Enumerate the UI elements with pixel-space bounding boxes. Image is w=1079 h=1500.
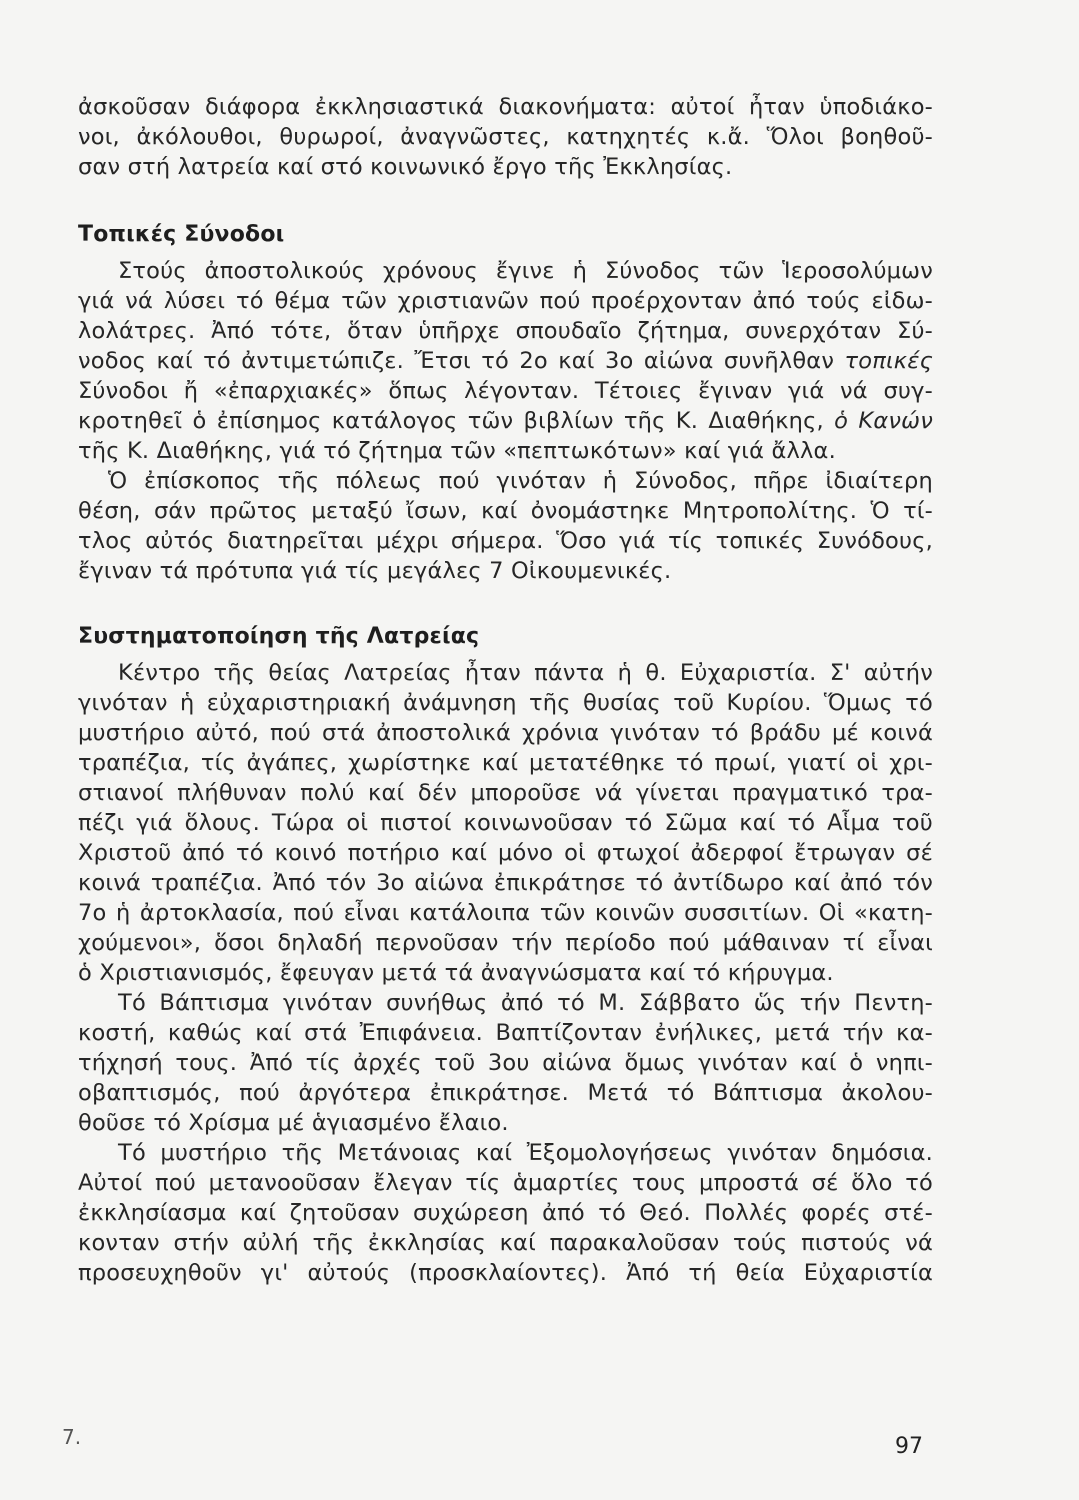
text-line: Χριστοῦ ἀπό τό κοινό ποτήριο καί μόνο οἱ φτωχοί ἀδερφοί ἔτρωγαν σέ bbox=[78, 840, 933, 866]
section-heading: Συστηματοποίηση τῆς Λατρείας bbox=[78, 624, 480, 649]
text-line bbox=[78, 406, 933, 436]
section-heading: Τοπικές Σύνοδοι bbox=[78, 222, 285, 247]
text-line: στιανοί πλήθυναν πολύ καί δέν μποροῦσε νά γίνεται πραγματικό τρα- bbox=[78, 780, 933, 806]
page-number: 97 bbox=[895, 1434, 923, 1459]
text-line bbox=[78, 346, 933, 376]
page-body bbox=[78, 92, 933, 1288]
text-line: χούμενοι», ὅσοι δηλαδή περνοῦσαν τήν περίοδο πού μάθαιναν τί εἶναι bbox=[78, 930, 933, 956]
text-span: νοδος καί τό ἀντιμετώπιζε. Ἔτσι τό 2ο καί 3ο αἰώνα συνῆλθαν bbox=[78, 348, 845, 374]
text-line: Σύνοδοι ἤ «ἐπαρχιακές» ὅπως λέγονταν. Τέτοιες ἔγιναν γιά νά συγ- bbox=[78, 378, 933, 404]
text-line: τραπέζια, τίς ἀγάπες, χωρίστηκε καί μετατέθηκε τό πρωί, γιατί οἱ χρι- bbox=[78, 750, 933, 776]
text-line: ἐκκλησίασμα καί ζητοῦσαν συχώρεση ἀπό τό Θεό. Πολλές φορές στέ- bbox=[78, 1200, 933, 1226]
text-line: Στούς ἀποστολικούς χρόνους ἔγινε ἡ Σύνοδος τῶν Ἱεροσολύμων bbox=[118, 258, 933, 284]
text-line: σαν στή λατρεία καί στό κοινωνικό ἔργο τῆς Ἐκκλησίας. bbox=[78, 154, 733, 180]
text-line: θοῦσε τό Χρίσμα μέ ἁγιασμένο ἔλαιο. bbox=[78, 1110, 509, 1136]
text-line: τλος αὐτός διατηρεῖται μέχρι σήμερα. Ὅσο γιά τίς τοπικές Συνόδους, bbox=[78, 528, 933, 554]
text-line: γιά νά λύσει τό θέμα τῶν χριστιανῶν πού προέρχονταν ἀπό τούς εἰδω- bbox=[78, 288, 933, 314]
text-line: ὁ Χριστιανισμός, ἔφευγαν μετά τά ἀναγνώσματα καί τό κήρυγμα. bbox=[78, 960, 834, 986]
text-line: κοινά τραπέζια. Ἀπό τόν 3ο αἰώνα ἐπικράτησε τό ἀντίδωρο καί ἀπό τόν bbox=[78, 870, 933, 896]
text-span: κροτηθεῖ ὁ ἐπίσημος κατάλογος τῶν βιβλίων τῆς Κ. Διαθήκης, bbox=[78, 408, 835, 434]
text-line: Τό Βάπτισμα γινόταν συνήθως ἀπό τό Μ. Σάββατο ὥς τήν Πεντη- bbox=[118, 990, 933, 1016]
text-line: προσευχηθοῦν γι' αὐτούς (προσκλαίοντες). Ἀπό τή θεία Εὐχαριστία bbox=[78, 1260, 933, 1286]
signature-mark: 7. bbox=[62, 1425, 82, 1449]
text-line: νοι, ἀκόλουθοι, θυρωροί, ἀναγνῶστες, κατηχητές κ.ἄ. Ὅλοι βοηθοῦ- bbox=[78, 124, 933, 150]
text-line: ἀσκοῦσαν διάφορα ἐκκλησιαστικά διακονήματα: αὐτοί ἦταν ὑποδιάκο- bbox=[78, 94, 933, 120]
text-line: ἔγιναν τά πρότυπα γιά τίς μεγάλες 7 Οἰκουμενικές. bbox=[78, 558, 672, 584]
text-line: Τό μυστήριο τῆς Μετάνοιας καί Ἐξομολογήσεως γινόταν δημόσια. bbox=[118, 1140, 933, 1166]
text-line: Κέντρο τῆς θείας Λατρείας ἦταν πάντα ἡ θ. Εὐχαριστία. Σ' αὐτήν bbox=[118, 660, 933, 686]
text-line: κονταν στήν αὐλή τῆς ἐκκλησίας καί παρακαλοῦσαν τούς πιστούς νά bbox=[78, 1230, 933, 1256]
text-line: μυστήριο αὐτό, πού στά ἀποστολικά χρόνια γινόταν τό βράδυ μέ κοινά bbox=[78, 720, 933, 746]
italic-term: ὁ Κανών bbox=[834, 408, 933, 434]
text-line: τήχησή τους. Ἀπό τίς ἀρχές τοῦ 3ου αἰώνα ὅμως γινόταν καί ὁ νηπι- bbox=[78, 1050, 933, 1076]
text-line: θέση, σάν πρῶτος μεταξύ ἴσων, καί ὀνομάστηκε Μητροπολίτης. Ὁ τί- bbox=[78, 498, 933, 524]
text-line: πέζι γιά ὅλους. Τώρα οἱ πιστοί κοινωνοῦσαν τό Σῶμα καί τό Αἷμα τοῦ bbox=[78, 810, 933, 836]
text-line: Αὐτοί πού μετανοοῦσαν ἔλεγαν τίς ἁμαρτίες τους μπροστά σέ ὅλο τό bbox=[78, 1170, 933, 1196]
text-line: γινόταν ἡ εὐχαριστηριακή ἀνάμνηση τῆς θυσίας τοῦ Κυρίου. Ὅμως τό bbox=[78, 690, 933, 716]
italic-term: τοπικές bbox=[844, 348, 933, 374]
text-line: Ὁ ἐπίσκοπος τῆς πόλεως πού γινόταν ἡ Σύνοδος, πῆρε ἰδιαίτερη bbox=[108, 468, 933, 494]
text-line: 7ο ἡ ἀρτοκλασία, πού εἶναι κατάλοιπα τῶν κοινῶν συσσιτίων. Οἱ «κατη- bbox=[78, 900, 933, 926]
text-line: οβαπτισμός, πού ἀργότερα ἐπικράτησε. Μετά τό Βάπτισμα ἀκολου- bbox=[78, 1080, 933, 1106]
text-line: τῆς Κ. Διαθήκης, γιά τό ζήτημα τῶν «πεπτωκότων» καί γιά ἄλλα. bbox=[78, 438, 836, 464]
text-line: λολάτρες. Ἀπό τότε, ὅταν ὑπῆρχε σπουδαῖο ζήτημα, συνερχόταν Σύ- bbox=[78, 318, 933, 344]
text-line: κοστή, καθώς καί στά Ἐπιφάνεια. Βαπτίζονταν ἐνήλικες, μετά τήν κα- bbox=[78, 1020, 933, 1046]
